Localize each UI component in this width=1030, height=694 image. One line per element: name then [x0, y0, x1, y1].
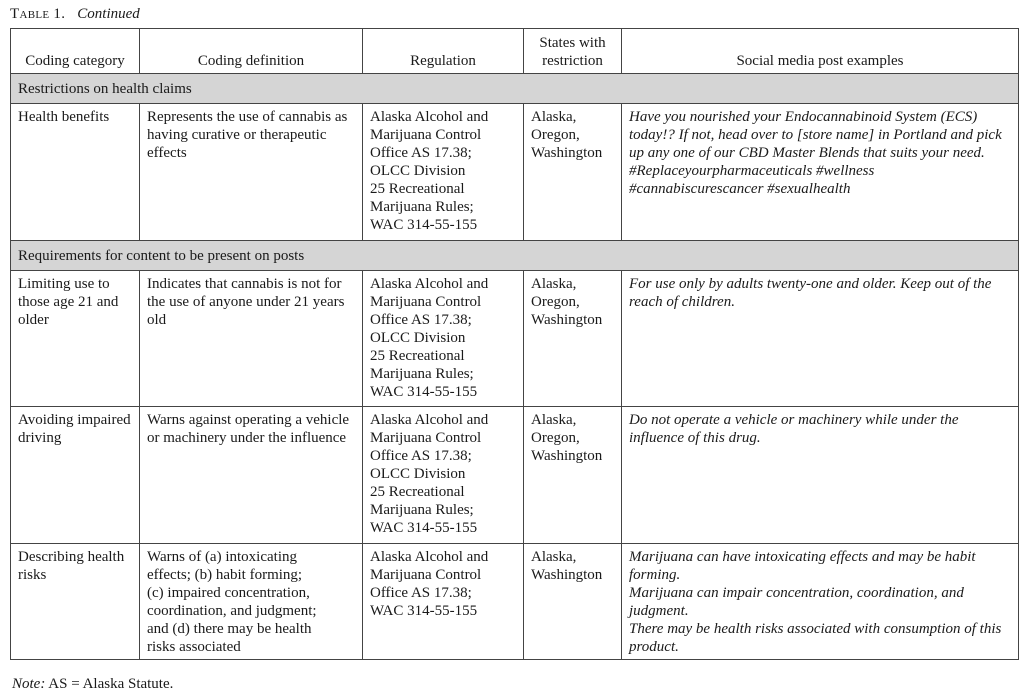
col-header-states: States with restriction — [524, 29, 622, 74]
states-cell — [524, 407, 622, 544]
regulation-line: Office AS 17.38; — [370, 312, 472, 328]
section-row — [11, 74, 1019, 104]
section-health-claims: Restrictions on health claims — [11, 74, 1019, 104]
regulation-line: WAC 314-55-155 — [370, 603, 478, 619]
category-cell: Describing health risks — [11, 544, 140, 660]
state-line: Alaska, — [531, 109, 577, 125]
regulation-cell — [363, 104, 524, 241]
regulation-line: Alaska Alcohol and — [370, 412, 489, 428]
definition-line: Warns of (a) intoxicating — [147, 549, 297, 565]
table-continued: Continued — [77, 6, 140, 22]
note-text: AS = Alaska Statute. — [48, 676, 174, 692]
state-line: Alaska, — [531, 276, 577, 292]
example-cell: Do not operate a vehicle or machinery while under the influence of this drug. — [622, 407, 1019, 544]
regulation-line: Office AS 17.38; — [370, 448, 472, 464]
regulation-line: 25 Recreational — [370, 484, 465, 500]
state-line: Alaska, — [531, 549, 577, 565]
state-line: Washington — [531, 567, 603, 583]
definition-line: risks associated — [147, 639, 241, 655]
regulation-line: 25 Recreational — [370, 181, 465, 197]
section-row — [11, 241, 1019, 271]
regulation-line: WAC 314-55-155 — [370, 217, 478, 233]
state-line: Oregon, — [531, 294, 580, 310]
regulation-line: Marijuana Control — [370, 127, 482, 143]
regulation-line: OLCC Division — [370, 330, 466, 346]
states-cell — [524, 544, 622, 660]
regulation-line: 25 Recreational — [370, 348, 465, 364]
regulation-line: Marijuana Rules; — [370, 199, 474, 215]
regulation-line: WAC 314-55-155 — [370, 520, 478, 536]
state-line: Oregon, — [531, 430, 580, 446]
state-line: Washington — [531, 312, 603, 328]
regulation-line: Alaska Alcohol and — [370, 109, 489, 125]
table-note — [12, 675, 173, 693]
definition-cell: Indicates that cannabis is not for the use of anyone under 21 years old — [140, 271, 363, 407]
regulation-line: Office AS 17.38; — [370, 585, 472, 601]
definition-cell — [140, 544, 363, 660]
state-line: Washington — [531, 448, 603, 464]
table-row — [11, 407, 1019, 544]
regulation-line: OLCC Division — [370, 466, 466, 482]
category-cell: Health benefits — [11, 104, 140, 241]
coding-table — [10, 28, 1019, 660]
regulation-line: Marijuana Rules; — [370, 502, 474, 518]
definition-line: coordination, and judgment; — [147, 603, 317, 619]
definition-line: (c) impaired concentration, — [147, 585, 310, 601]
table-row — [11, 271, 1019, 407]
regulation-line: Office AS 17.38; — [370, 145, 472, 161]
state-line: Oregon, — [531, 127, 580, 143]
regulation-line: Alaska Alcohol and — [370, 276, 489, 292]
header-row — [11, 29, 1019, 74]
regulation-line: OLCC Division — [370, 163, 466, 179]
example-cell — [622, 544, 1019, 660]
example-line: Marijuana can impair concentration, coordination, and judgment. — [629, 585, 964, 619]
example-line: There may be health risks associated with consumption of this product. — [629, 621, 1002, 655]
table-row — [11, 544, 1019, 660]
category-cell: Limiting use to those age 21 and older — [11, 271, 140, 407]
table-row — [11, 104, 1019, 241]
example-line: Marijuana can have intoxicating effects and may be habit forming. — [629, 549, 976, 583]
definition-cell: Represents the use of cannabis as having curative or therapeutic effects — [140, 104, 363, 241]
col-header-coding-definition: Coding definition — [140, 29, 363, 74]
regulation-line: Marijuana Control — [370, 430, 482, 446]
states-cell — [524, 271, 622, 407]
state-line: Alaska, — [531, 412, 577, 428]
regulation-line: Marijuana Control — [370, 567, 482, 583]
col-header-regulation: Regulation — [363, 29, 524, 74]
category-cell: Avoiding impaired driving — [11, 407, 140, 544]
regulation-line: WAC 314-55-155 — [370, 384, 478, 400]
regulation-line: Marijuana Control — [370, 294, 482, 310]
col-header-examples: Social media post examples — [622, 29, 1019, 74]
regulation-line: Marijuana Rules; — [370, 366, 474, 382]
definition-cell: Warns against operating a vehicle or machinery under the influence — [140, 407, 363, 544]
example-cell: For use only by adults twenty-one and older. Keep out of the reach of children. — [622, 271, 1019, 407]
table-number: Table 1. — [10, 6, 66, 22]
states-cell — [524, 104, 622, 241]
regulation-line: Alaska Alcohol and — [370, 549, 489, 565]
example-cell: Have you nourished your Endocannabinoid System (ECS) today!? If not, head over to [store name] in Portland and pick up any one of our CBD Master Blends that suits your need. #Replaceyourpharmaceuticals #wellness #cannabiscurescancer #sexualhealth — [622, 104, 1019, 241]
state-line: Washington — [531, 145, 603, 161]
section-content-requirements: Requirements for content to be present on posts — [11, 241, 1019, 271]
note-label: Note: — [12, 676, 46, 692]
definition-line: effects; (b) habit forming; — [147, 567, 303, 583]
table-caption — [10, 5, 140, 23]
definition-line: and (d) there may be health — [147, 621, 312, 637]
col-header-coding-category: Coding category — [11, 29, 140, 74]
regulation-cell — [363, 544, 524, 660]
regulation-cell — [363, 407, 524, 544]
regulation-cell — [363, 271, 524, 407]
